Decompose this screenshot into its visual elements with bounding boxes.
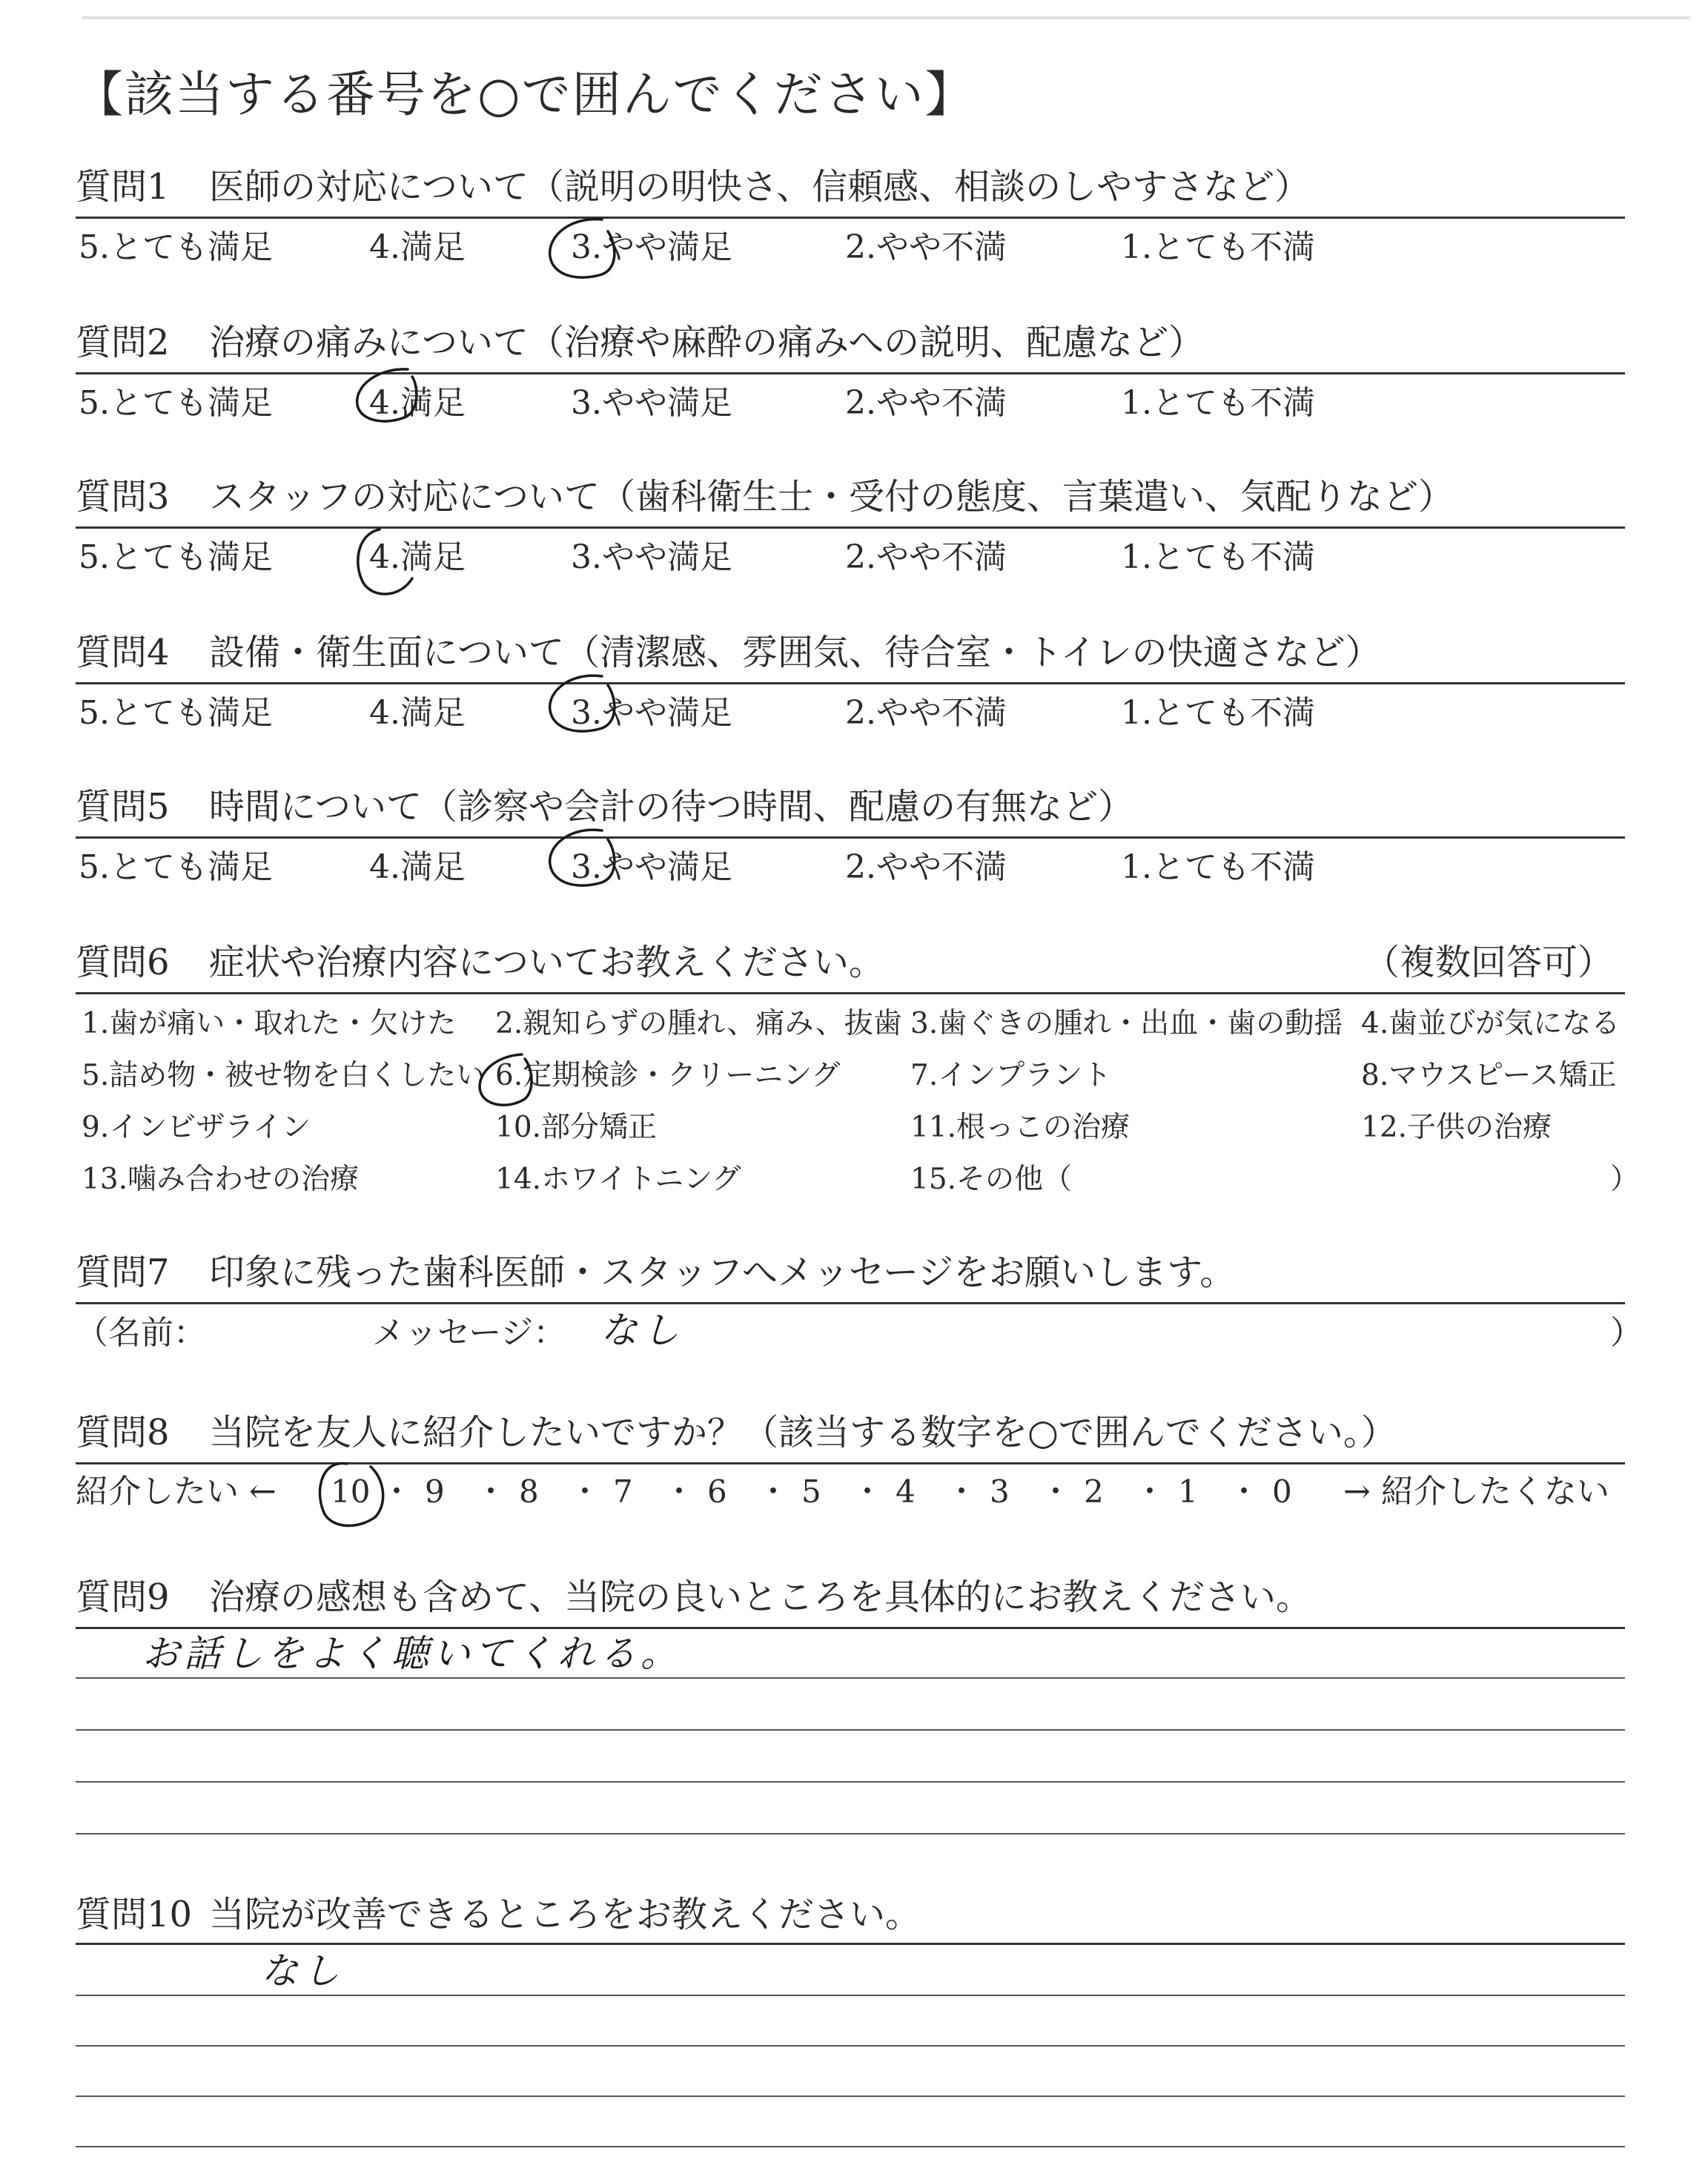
q10-answer-line-4 <box>76 2146 1625 2147</box>
q1-option-1[interactable]: 1.とても不満 <box>1121 228 1315 266</box>
question-4-number: 質問4 <box>76 632 170 673</box>
q1-option-2[interactable]: 2.やや不満 <box>845 228 1007 266</box>
q6-item-5[interactable]: 5.詰め物・被せ物を白くしたい <box>82 1059 486 1092</box>
q4-option-2[interactable]: 2.やや不満 <box>845 694 1007 732</box>
q5-option-4[interactable]: 4.満足 <box>369 848 466 886</box>
question-6-rule <box>76 992 1625 994</box>
scan-edge-line <box>82 16 1690 19</box>
q9-answer-line-1 <box>76 1677 1625 1679</box>
q6-item-10[interactable]: 10.部分矯正 <box>495 1111 658 1144</box>
q8-score-9[interactable]: 9 <box>425 1473 445 1510</box>
q8-score-separator: ・ <box>1040 1473 1072 1510</box>
q8-score-separator: ・ <box>1228 1473 1260 1510</box>
q8-score-separator: ・ <box>475 1473 507 1510</box>
q5-option-5[interactable]: 5.とても満足 <box>79 848 273 886</box>
q4-option-1[interactable]: 1.とても不満 <box>1121 694 1315 732</box>
question-4-title <box>76 630 1381 675</box>
q6-item-6[interactable]: 6.定期検診・クリーニング <box>495 1059 841 1092</box>
q8-score-5[interactable]: 5 <box>801 1473 821 1510</box>
question-4-text: 設備・衛生面について（清潔感、雰囲気、待合室・トイレの快適さなど） <box>209 632 1381 673</box>
q10-answer-line-3 <box>76 2095 1625 2097</box>
question-5-rule <box>76 836 1625 839</box>
q6-item-14[interactable]: 14.ホワイトニング <box>495 1163 741 1196</box>
q10-answer[interactable]: なし <box>261 1949 344 1992</box>
q6-item-13[interactable]: 13.噛み合わせの治療 <box>82 1163 360 1196</box>
q8-left-label: 紹介したい ← <box>76 1473 277 1510</box>
q8-score-separator: ・ <box>1134 1473 1166 1510</box>
q8-score-7[interactable]: 7 <box>613 1473 633 1510</box>
question-4-rule <box>76 682 1625 684</box>
question-2-rule <box>76 372 1625 374</box>
q8-score-separator: ・ <box>569 1473 601 1510</box>
q1-option-4[interactable]: 4.満足 <box>369 228 466 266</box>
q8-score-1[interactable]: 1 <box>1178 1473 1198 1510</box>
question-3-rule <box>76 526 1625 529</box>
question-3-number: 質問3 <box>76 476 170 518</box>
q8-score-0[interactable]: 0 <box>1272 1473 1292 1510</box>
q9-answer-line-4 <box>76 1833 1625 1834</box>
question-8-rule <box>76 1462 1625 1464</box>
question-2-text: 治療の痛みについて（治療や麻酔の痛みへの説明、配慮など） <box>209 322 1205 363</box>
question-9-text: 治療の感想も含めて、当院の良いところを具体的にお教えください。 <box>209 1576 1312 1618</box>
q8-score-separator: ・ <box>946 1473 978 1510</box>
q6-item-1[interactable]: 1.歯が痛い・取れた・欠けた <box>82 1007 457 1040</box>
q8-score-separator: ・ <box>381 1473 413 1510</box>
survey-heading: 【該当する番号を○で囲んでください】 <box>74 66 976 123</box>
question-10-number: 質問10 <box>76 1894 193 1935</box>
q3-option-4[interactable]: 4.満足 <box>369 538 466 576</box>
q7-message-value[interactable]: なし <box>600 1309 683 1352</box>
q6-item-3[interactable]: 3.歯ぐきの腫れ・出血・歯の動揺 <box>910 1007 1343 1040</box>
q9-answer-line-2 <box>76 1729 1625 1731</box>
q9-answer[interactable]: お話しをよく聴いてくれる。 <box>142 1632 682 1675</box>
question-1-number: 質問1 <box>76 166 170 208</box>
question-6-number: 質問6 <box>76 942 170 983</box>
question-8-title <box>76 1410 1397 1455</box>
question-10-rule <box>76 1943 1625 1945</box>
q6-item-7[interactable]: 7.インプラント <box>910 1059 1112 1092</box>
question-7-text: 印象に残った歯科医師・スタッフへメッセージをお願いします。 <box>209 1252 1236 1293</box>
q2-option-1[interactable]: 1.とても不満 <box>1121 384 1315 422</box>
question-7-rule <box>76 1302 1625 1304</box>
q8-score-4[interactable]: 4 <box>896 1473 916 1510</box>
q1-option-5[interactable]: 5.とても満足 <box>79 228 273 266</box>
q8-score-3[interactable]: 3 <box>990 1473 1010 1510</box>
q4-option-3[interactable]: 3.やや満足 <box>571 694 732 732</box>
q7-close: ） <box>1610 1314 1643 1352</box>
question-9-title <box>76 1575 1311 1619</box>
q1-option-3[interactable]: 3.やや満足 <box>571 228 732 266</box>
q3-option-5[interactable]: 5.とても満足 <box>79 538 273 576</box>
question-10-title <box>76 1892 921 1937</box>
q6-item-4[interactable]: 4.歯並びが気になる <box>1361 1007 1621 1040</box>
q6-item-8[interactable]: 8.マウスピース矯正 <box>1361 1059 1617 1092</box>
question-5-number: 質問5 <box>76 786 170 828</box>
q2-option-5[interactable]: 5.とても満足 <box>79 384 273 422</box>
q3-option-3[interactable]: 3.やや満足 <box>571 538 732 576</box>
q10-answer-line-1 <box>76 1995 1625 1996</box>
q8-score-2[interactable]: 2 <box>1084 1473 1104 1510</box>
question-9-number: 質問9 <box>76 1576 170 1618</box>
q6-other-close: ） <box>1610 1163 1640 1196</box>
q6-item-15[interactable]: 15.その他（ <box>910 1163 1073 1196</box>
question-7-title <box>76 1250 1235 1295</box>
q5-option-3[interactable]: 3.やや満足 <box>571 848 732 886</box>
q3-option-1[interactable]: 1.とても不満 <box>1121 538 1315 576</box>
question-3-title <box>76 475 1454 519</box>
q7-message-label: メッセージ： <box>372 1314 566 1352</box>
question-1-rule <box>76 217 1625 219</box>
q10-answer-line-2 <box>76 2045 1625 2047</box>
q8-score-separator: ・ <box>852 1473 884 1510</box>
q2-option-2[interactable]: 2.やや不満 <box>845 384 1007 422</box>
question-6-note: （複数回答可） <box>1364 942 1614 983</box>
q5-option-1[interactable]: 1.とても不満 <box>1121 848 1315 886</box>
q8-score-separator: ・ <box>663 1473 695 1510</box>
q8-score-6[interactable]: 6 <box>707 1473 727 1510</box>
q6-item-12[interactable]: 12.子供の治療 <box>1361 1111 1552 1144</box>
q9-answer-line-3 <box>76 1781 1625 1783</box>
question-5-text: 時間について（診察や会計の待つ時間、配慮の有無など） <box>209 786 1134 828</box>
q8-score-10[interactable]: 10 <box>331 1473 371 1510</box>
question-6-text: 症状や治療内容についてお教えください。 <box>209 942 885 983</box>
question-9-rule <box>76 1627 1625 1629</box>
question-8-number: 質問8 <box>76 1412 170 1453</box>
q7-name-label: （名前： <box>76 1314 206 1352</box>
q4-option-5[interactable]: 5.とても満足 <box>79 694 273 732</box>
q6-item-11[interactable]: 11.根っこの治療 <box>910 1111 1131 1144</box>
q8-score-8[interactable]: 8 <box>519 1473 539 1510</box>
question-3-text: スタッフの対応について（歯科衛生士・受付の態度、言葉遣い、気配りなど） <box>209 476 1454 518</box>
q8-right-label: → 紹介したくない <box>1343 1473 1609 1510</box>
q2-option-3[interactable]: 3.やや満足 <box>571 384 732 422</box>
question-1-text: 医師の対応について（説明の明快さ、信頼感、相談のしやすさなど） <box>209 166 1311 208</box>
q4-option-4[interactable]: 4.満足 <box>369 694 466 732</box>
question-7-number: 質問7 <box>76 1252 170 1293</box>
q6-item-9[interactable]: 9.インビザライン <box>82 1111 311 1144</box>
q2-option-4[interactable]: 4.満足 <box>369 384 466 422</box>
question-8-text: 当院を友人に紹介したいですか？（該当する数字を○で囲んでください。） <box>209 1412 1397 1453</box>
question-2-title <box>76 320 1204 365</box>
q6-item-2[interactable]: 2.親知らずの腫れ、痛み、抜歯 <box>495 1007 902 1040</box>
question-2-number: 質問2 <box>76 322 170 363</box>
question-5-title <box>76 785 1133 829</box>
q8-score-separator: ・ <box>758 1473 790 1510</box>
question-6-title <box>76 940 884 985</box>
q5-option-2[interactable]: 2.やや不満 <box>845 848 1007 886</box>
question-10-text: 当院が改善できるところをお教えください。 <box>209 1894 921 1935</box>
question-1-title <box>76 165 1310 209</box>
q3-option-2[interactable]: 2.やや不満 <box>845 538 1007 576</box>
